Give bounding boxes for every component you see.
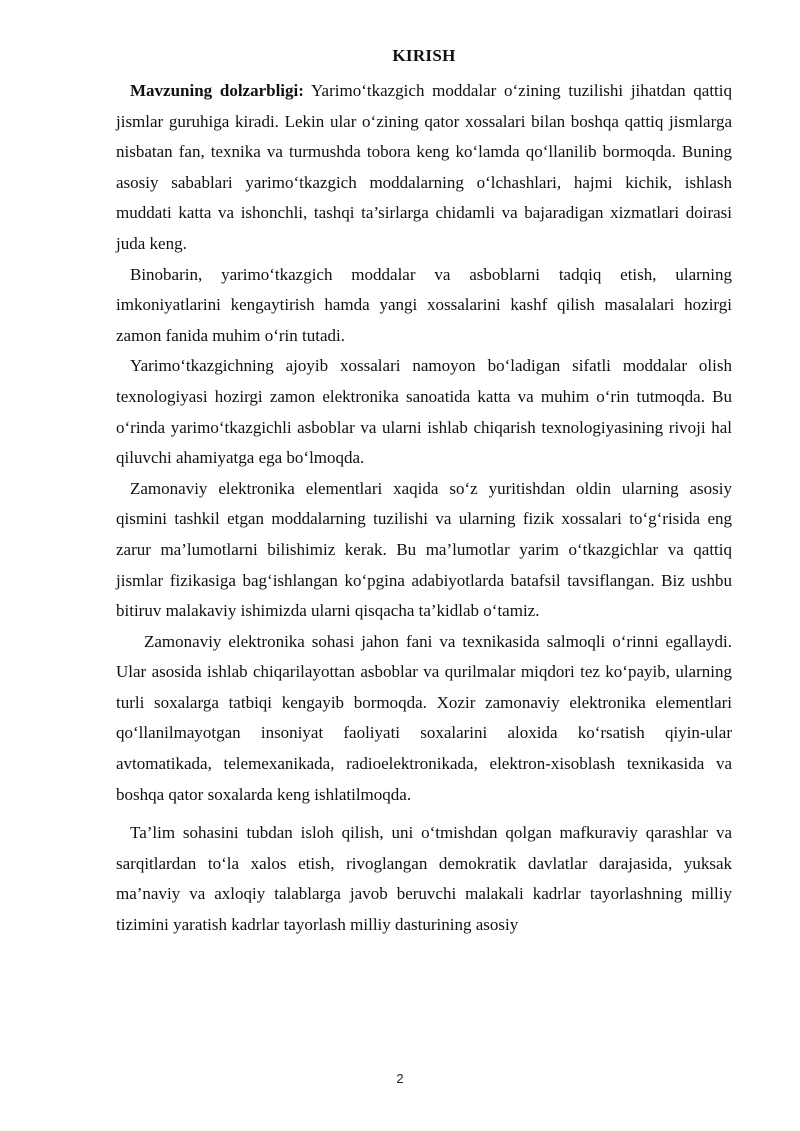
page-title: KIRISH bbox=[392, 46, 456, 65]
paragraph-research: Binobarin, yarimo‘tkazgich moddalar va asboblarni tadqiq etish, ularning imkoniyatlarini kengaytirish hamda yangi xossalarini kashf qilish masalalari hozirgi zamon fanida muhim o‘rin tutadi. bbox=[116, 264, 732, 345]
page-number: 2 bbox=[396, 1071, 404, 1086]
document-page bbox=[116, 44, 732, 941]
paragraph-lead: Mavzuning dolzarbligi: bbox=[130, 81, 304, 100]
paragraph-electronics: Zamonaviy elektronika sohasi jahon fani va texnikasida salmoqli o‘rinni egallaydi. Ular asosida ishlab chiqarilayottan asboblar va qurilmalar miqdori tez ko‘payib, ularning turli soxalarga tatbiqi kengayib bormoqda. Xozir zamonaviy elektronika elementlari qo‘llanilmayotgan insoniyat faoliyati soxalarini aloxida ko‘rsatish qiyin-ular avtomatikada, telemexanikada, radioelektronikada, elektron-xisoblash texnikasida va boshqa qator soxalarda keng ishlatilmoqda. bbox=[116, 631, 732, 804]
paragraph-technology: Yarimo‘tkazgichning ajoyib xossalari namoyon bo‘ladigan sifatli moddalar olish texnologiyasi hozirgi zamon elektronika sanoatida katta va muhim o‘rin tutmoqda. Bu o‘rinda yarimo‘tkazgichli asboblar va ularni ishlab chiqarish texnologiyasining rivoji hal qiluvchi ahamiyatga ega bo‘lmoqda. bbox=[116, 356, 732, 468]
paragraph-relevance bbox=[116, 76, 732, 260]
paragraph-materials: Zamonaviy elektronika elementlari xaqida so‘z yuritishdan oldin ularning asosiy qismini tashkil etgan moddalarning tuzilishi va ularning fizik xossalari to‘g‘risida eng zarur ma’lumotlarni bilishimiz kerak. Bu ma’lumotlar yarim o‘tkazgichlar va qattiq jismlar fizikasiga bag‘ishlangan ko‘pgina adabiyotlarda batafsil tavsiflangan. Biz ushbu bitiruv malakaviy ishimizda ularni qisqacha ta’kidlab o‘tamiz. bbox=[116, 478, 732, 621]
paragraph-education: Ta’lim sohasini tubdan isloh qilish, uni o‘tmishdan qolgan mafkuraviy qarashlar va sarqitlardan to‘la xalos etish, rivoglangan demokratik davlatlar darajasida, yuksak ma’naviy va axloqiy talablarga javob beruvchi malakali kadrlar tayorlashning milliy tizimini yaratish kadrlar tayorlash milliy dasturining asosiy bbox=[116, 823, 732, 935]
paragraph-text: Yarimo‘tkazgich moddalar o‘zining tuzilishi jihatdan qattiq jismlar guruhiga kiradi. Lekin ular o‘zining qator xossalari bilan boshqa qattiq jismlarga nisbatan fan, texnika va turmushda tobora keng ko‘lamda qo‘llanilib bormoqda. Buning asosiy sabablari yarimo‘tkazgich moddalarning o‘lchashlari, hajmi kichik, ishlash muddati katta va ishonchli, tashqi ta’sirlarga chidamli va bajaradigan xizmatlari doirasi juda keng. bbox=[116, 81, 732, 253]
